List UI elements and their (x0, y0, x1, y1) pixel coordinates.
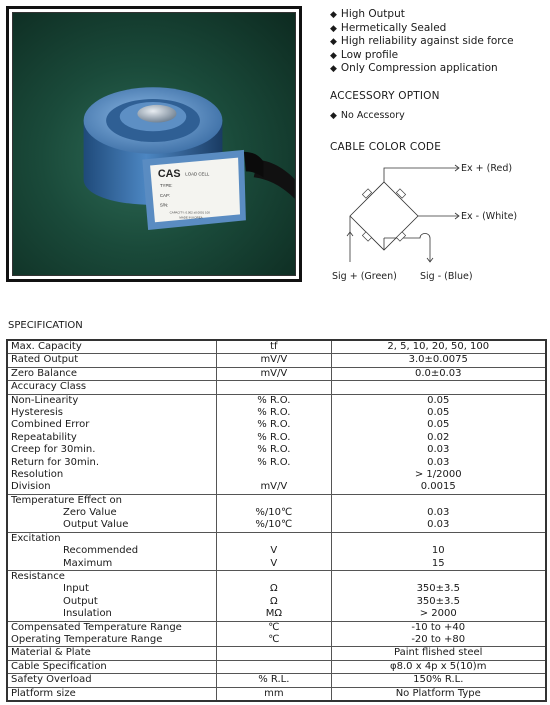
spec-unit-cell (217, 457, 331, 469)
feature-item: ◆ Only Compression application (330, 62, 498, 75)
spec-value-cell (331, 532, 546, 570)
spec-value: No Platform Type (395, 687, 481, 699)
spec-unit: %/10℃ (255, 519, 293, 531)
spec-row (7, 444, 546, 456)
spec-value: 350±3.5 (416, 583, 460, 595)
spec-unit: % R.L. (258, 674, 290, 686)
spec-row (7, 407, 546, 419)
spec-value: -10 to +40 (411, 621, 466, 633)
spec-unit-cell (217, 571, 331, 622)
cable-wiring-diagram (330, 158, 530, 286)
spec-label: Material & Plate (11, 647, 91, 659)
spec-unit: % R.O. (257, 419, 291, 431)
spec-unit-cell (217, 647, 331, 660)
spec-row (7, 367, 546, 380)
spec-row (7, 621, 546, 634)
spec-value: 150% R.L. (413, 674, 464, 686)
spec-label: Cable Specification (11, 660, 107, 672)
spec-label-cell (7, 532, 217, 570)
spec-row (7, 469, 546, 481)
spec-row (7, 647, 546, 660)
spec-label-cell (7, 621, 217, 634)
spec-unit-cell (217, 494, 331, 532)
spec-label: Maximum (63, 557, 113, 569)
spec-value-cell (331, 432, 546, 444)
spec-value-cell (331, 407, 546, 419)
spec-unit (217, 495, 330, 507)
diamond-bullet-icon: ◆ (330, 64, 337, 75)
spec-label: Resolution (11, 468, 64, 480)
spec-unit-cell (217, 674, 331, 687)
spec-value: > 2000 (419, 608, 457, 620)
feature-item: ◆ Hermetically Sealed (330, 21, 447, 34)
spec-label: Max. Capacity (11, 341, 82, 352)
spec-row (7, 394, 546, 407)
sig-plus-label: Sig + (Green) (332, 271, 397, 282)
spec-label-cell (7, 354, 217, 367)
spec-label-cell (7, 457, 217, 469)
spec-value-cell (331, 394, 546, 407)
spec-unit: %/10℃ (255, 507, 293, 519)
spec-value-cell (331, 367, 546, 380)
ex-minus-label: Ex - (White) (461, 211, 518, 222)
sig-minus-label: Sig - (Blue) (420, 271, 473, 282)
spec-unit: Ω (270, 595, 278, 607)
spec-label-cell (7, 419, 217, 431)
label-title-text: LOAD CELL (185, 171, 210, 177)
diamond-bullet-icon: ◆ (330, 50, 337, 61)
spec-value (332, 571, 546, 583)
spec-label: Zero Balance (11, 367, 78, 379)
spec-value-cell (331, 494, 546, 532)
spec-unit-cell (217, 419, 331, 431)
spec-label-cell (7, 407, 217, 419)
spec-value: 0.03 (427, 444, 450, 456)
spec-label: Input (63, 583, 89, 595)
spec-value (332, 381, 546, 393)
spec-label: Creep for 30min. (11, 444, 96, 456)
spec-label-cell (7, 687, 217, 701)
spec-unit (217, 381, 330, 393)
spec-unit: tf (270, 341, 278, 352)
spec-unit-cell (217, 340, 331, 354)
spec-value: -20 to +80 (411, 633, 466, 645)
specification-heading: SPECIFICATION (8, 320, 83, 331)
spec-label: Platform size (11, 687, 76, 699)
spec-label-cell (7, 469, 217, 481)
spec-row (7, 381, 546, 394)
spec-label: Hysteresis (11, 406, 63, 418)
spec-unit: mV/V (260, 367, 288, 379)
spec-unit-cell (217, 481, 331, 494)
spec-label: Output Value (63, 519, 129, 531)
spec-value: φ8.0 x 4p x 5(10)m (390, 660, 487, 672)
load-cell-photo (12, 12, 296, 276)
spec-value-cell (331, 674, 546, 687)
spec-row (7, 660, 546, 673)
spec-label: Accuracy Class (11, 381, 87, 393)
spec-label: Division (11, 481, 51, 493)
spec-value-cell (331, 660, 546, 673)
spec-unit: V (270, 545, 278, 557)
spec-label: Zero Value (63, 507, 117, 519)
spec-value: 0.02 (427, 431, 450, 443)
spec-unit-cell (217, 367, 331, 380)
spec-label-cell (7, 660, 217, 673)
spec-value-cell (331, 340, 546, 354)
spec-unit (217, 661, 330, 673)
spec-unit-cell (217, 407, 331, 419)
spec-unit-cell (217, 660, 331, 673)
spec-row (7, 481, 546, 494)
brand-logo-text: CAS (157, 168, 181, 181)
spec-value: 3.0±0.0075 (408, 354, 468, 366)
spec-value-cell (331, 687, 546, 701)
spec-unit: MΩ (265, 608, 282, 620)
feature-item: ◆ High reliability against side force (330, 35, 514, 48)
feature-list (330, 8, 514, 76)
spec-value: 2, 5, 10, 20, 50, 100 (387, 341, 490, 352)
spec-value: 10 (431, 545, 445, 557)
spec-value (332, 533, 546, 545)
spec-unit: % R.O. (257, 394, 291, 406)
spec-label-cell (7, 494, 217, 532)
spec-unit-cell (217, 532, 331, 570)
spec-label: Output (63, 595, 98, 607)
spec-value: 0.03 (427, 507, 450, 519)
feature-item: ◆ Low profile (330, 48, 399, 61)
spec-label: Temperature Effect on (11, 494, 122, 506)
spec-value: 0.03 (427, 519, 450, 531)
spec-value: Paint flished steel (394, 647, 483, 659)
spec-value-cell (331, 354, 546, 367)
spec-row (7, 457, 546, 469)
spec-value-cell (331, 444, 546, 456)
spec-value: 0.05 (427, 406, 450, 418)
spec-label-cell (7, 381, 217, 394)
spec-value-cell (331, 634, 546, 647)
spec-unit-cell (217, 432, 331, 444)
feature-item: ◆ High Output (330, 8, 405, 20)
svg-text:CAPACITY: 0.002 ±0.0001 100: CAPACITY: 0.002 ±0.0001 100 (169, 210, 210, 215)
diamond-bullet-icon: ◆ (330, 10, 337, 20)
spec-unit: mV/V (260, 354, 288, 366)
spec-unit-cell (217, 634, 331, 647)
spec-unit: ℃ (268, 621, 280, 633)
spec-value: 0.0±0.03 (414, 367, 462, 379)
diamond-bullet-icon: ◆ (330, 37, 337, 48)
spec-row (7, 571, 546, 622)
spec-label-cell (7, 444, 217, 456)
spec-value-cell (331, 571, 546, 622)
spec-unit: % R.O. (257, 431, 291, 443)
spec-value-cell (331, 621, 546, 634)
spec-value-cell (331, 457, 546, 469)
spec-value: 0.05 (427, 394, 450, 406)
spec-label-cell (7, 571, 217, 622)
spec-unit: mV/V (260, 481, 288, 493)
spec-value: 350±3.5 (416, 595, 460, 607)
spec-label: Insulation (63, 608, 112, 620)
svg-text:CAP:: CAP: (159, 192, 171, 198)
spec-label: Resistance (11, 571, 65, 583)
spec-row (7, 674, 546, 687)
spec-unit-cell (217, 687, 331, 701)
spec-value: > 1/2000 (414, 468, 462, 480)
spec-unit: V (270, 557, 278, 569)
spec-unit-cell (217, 621, 331, 634)
spec-label: Recommended (63, 545, 139, 557)
spec-row (7, 687, 546, 701)
cable-color-code-heading: CABLE COLOR CODE (330, 141, 442, 153)
accessory-option-heading: ACCESSORY OPTION (330, 90, 440, 102)
spec-label-cell (7, 647, 217, 660)
spec-row (7, 532, 546, 570)
spec-unit: ℃ (268, 633, 280, 645)
spec-value-cell (331, 481, 546, 494)
spec-value-cell (331, 419, 546, 431)
spec-value: 0.05 (427, 419, 450, 431)
spec-row (7, 494, 546, 532)
spec-label: Combined Error (11, 419, 90, 431)
spec-unit (217, 469, 330, 481)
spec-label: Repeatability (11, 431, 77, 443)
spec-unit-cell (217, 469, 331, 481)
spec-unit (217, 647, 330, 659)
spec-value: 0.0015 (420, 481, 456, 493)
product-photo-frame (6, 6, 302, 282)
spec-unit-cell (217, 444, 331, 456)
spec-unit (217, 571, 330, 583)
spec-value-cell (331, 381, 546, 394)
load-cell-image (13, 13, 295, 275)
spec-label: Non-Linearity (11, 394, 79, 406)
svg-text:TYPE:: TYPE: (159, 183, 173, 189)
spec-value: 0.03 (427, 456, 450, 468)
spec-label-cell (7, 674, 217, 687)
spec-label-cell (7, 634, 217, 647)
spec-row (7, 419, 546, 431)
svg-text:S/N:: S/N: (159, 202, 169, 208)
spec-label-cell (7, 394, 217, 407)
spec-unit: % R.O. (257, 456, 291, 468)
spec-label: Rated Output (11, 354, 79, 366)
spec-unit-cell (217, 394, 331, 407)
spec-unit-cell (217, 354, 331, 367)
specification-table (6, 339, 547, 702)
spec-label: Return for 30min. (11, 456, 100, 468)
spec-label-cell (7, 481, 217, 494)
spec-row (7, 432, 546, 444)
spec-value (332, 495, 546, 507)
spec-unit: % R.O. (257, 406, 291, 418)
spec-unit: Ω (270, 583, 278, 595)
spec-row (7, 354, 546, 367)
spec-label-cell (7, 432, 217, 444)
diamond-bullet-icon: ◆ (330, 23, 337, 34)
spec-value-cell (331, 647, 546, 660)
spec-label-cell (7, 340, 217, 354)
spec-label: Operating Temperature Range (11, 633, 163, 645)
spec-unit-cell (217, 381, 331, 394)
spec-row (7, 634, 546, 647)
spec-value-cell (331, 469, 546, 481)
accessory-item: ◆ No Accessory (330, 110, 405, 121)
spec-unit: % R.O. (257, 444, 291, 456)
spec-value: 15 (431, 557, 445, 569)
spec-row (7, 340, 546, 354)
spec-label: Safety Overload (11, 674, 92, 686)
spec-label: Compensated Temperature Range (11, 621, 182, 633)
spec-unit (217, 533, 330, 545)
ex-plus-label: Ex + (Red) (461, 163, 513, 174)
svg-text:MADE IN KOREA: MADE IN KOREA (179, 215, 203, 220)
spec-unit: mm (264, 687, 284, 699)
spec-label-cell (7, 367, 217, 380)
diamond-bullet-icon: ◆ (330, 111, 337, 121)
spec-label: Excitation (11, 532, 61, 544)
